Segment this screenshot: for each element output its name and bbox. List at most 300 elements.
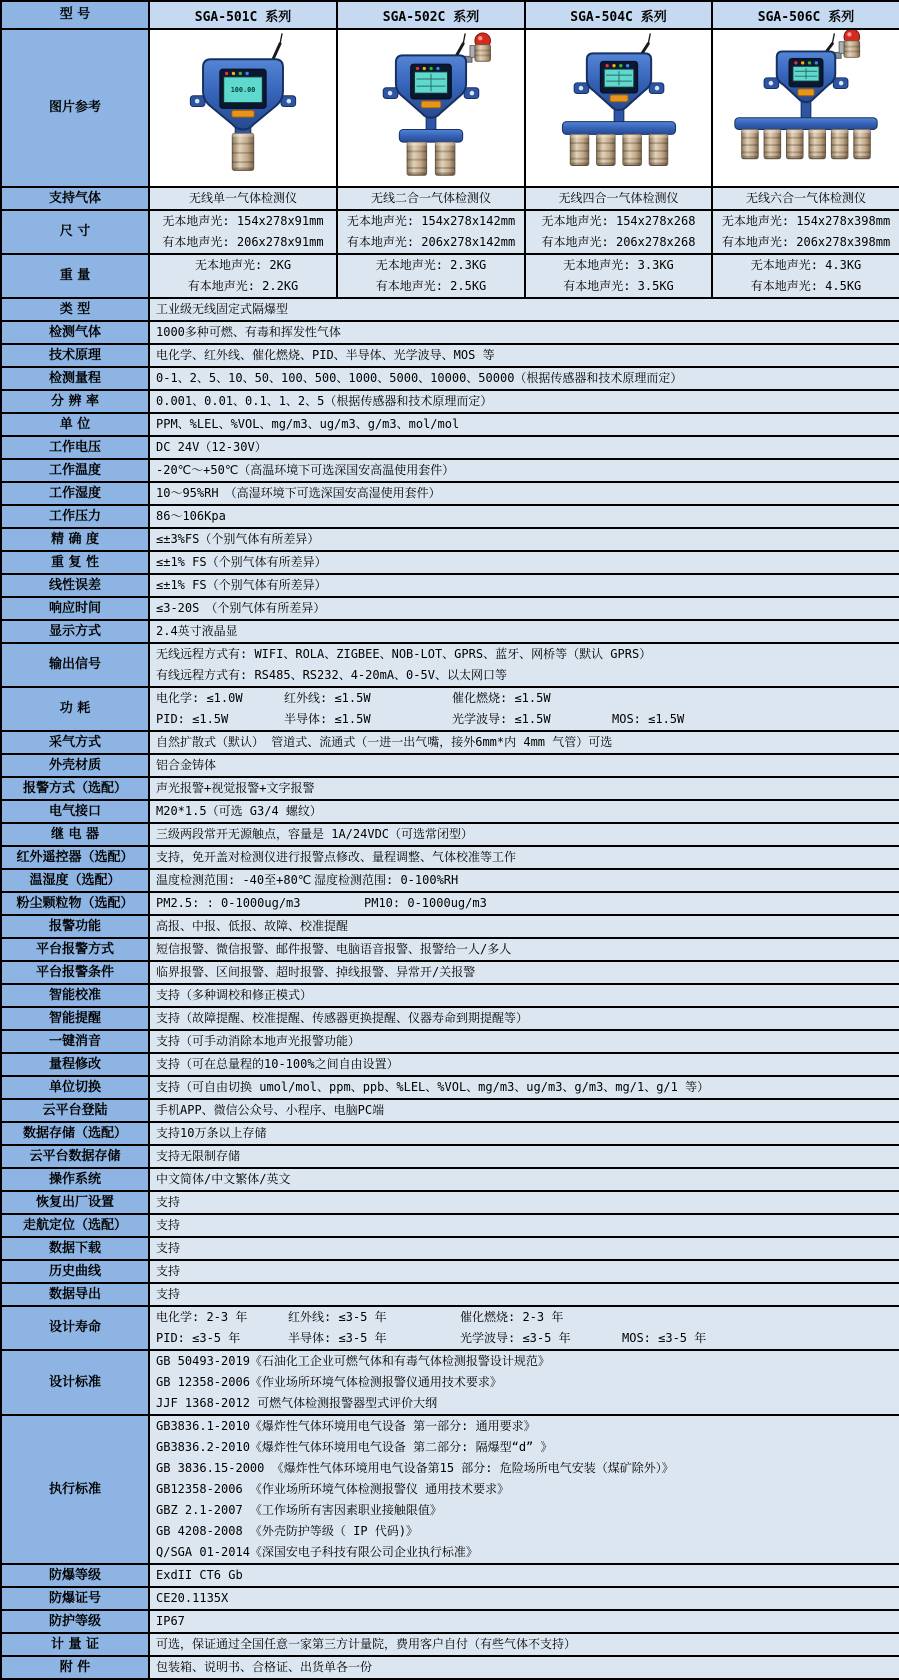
spec-value-cell [149, 961, 899, 984]
spec-value-line: 有本地声光: 206x278x268 [541, 235, 696, 249]
spec-value-cell [149, 1191, 899, 1214]
spec-value-cell [149, 643, 899, 687]
spec-value-line [150, 1657, 899, 1678]
spec-value-cell [149, 1030, 899, 1053]
spec-value: 包装箱、说明书、合格证、出货单各一份 [156, 1660, 373, 1674]
spec-value: 催化燃烧: 2-3 年 [460, 1310, 564, 1324]
spec-row-label: 单位切换 [1, 1076, 149, 1099]
spec-value-line [150, 529, 899, 550]
spec-value-cell [149, 846, 899, 869]
spec-row-label: 粉尘颗粒物（选配） [1, 892, 149, 915]
spec-value: IP67 [156, 1614, 185, 1628]
spec-value-cell [337, 210, 525, 254]
spec-value-line [150, 621, 899, 642]
spec-value-line [150, 1588, 899, 1609]
spec-value: 支持 [156, 1195, 181, 1209]
svg-text:100.00: 100.00 [230, 86, 256, 95]
spec-value: ≤3-20S （个别气体有所差异） [156, 601, 326, 615]
image-row-label: 图片参考 [1, 29, 149, 187]
spec-value-line: 无本地声光: 2KG [194, 258, 292, 272]
spec-value-line: 有本地声光: 3.5KG [563, 279, 674, 293]
spec-value: 10～95%RH （高湿环境下可选深国安高湿使用套件） [156, 486, 441, 500]
spec-value: 支持（故障提醒、校准提醒、传感器更换提醒、仪器寿命到期提醒等） [156, 1011, 529, 1025]
spec-value-cell [149, 1076, 899, 1099]
spec-value-cell [149, 187, 337, 210]
spec-value-line [150, 1008, 899, 1029]
table-row [1, 413, 899, 436]
spec-value-line [150, 1521, 899, 1542]
spec-value-line: 无本地声光: 154x278x268 [541, 214, 696, 228]
table-row [1, 800, 899, 823]
table-row [1, 1122, 899, 1145]
spec-value-cell [149, 597, 899, 620]
spec-row-label: 计 量 证 [1, 1633, 149, 1656]
spec-value: 半导体: ≤3-5 年 [288, 1331, 387, 1345]
spec-value-cell [149, 1099, 899, 1122]
spec-value-line [150, 1261, 899, 1282]
table-row [1, 505, 899, 528]
spec-value-cell [525, 254, 712, 298]
spec-value-cell [149, 687, 899, 731]
spec-value-line [150, 1123, 899, 1144]
table-row [1, 1656, 899, 1679]
spec-value-cell [149, 344, 899, 367]
spec-value-line [150, 1307, 899, 1328]
spec-value: 短信报警、微信报警、邮件报警、电脑语音报警、报警给一人/多人 [156, 942, 512, 956]
spec-value: 可选，保证通过全国任意一家第三方计量院，费用客户自付（有些气体不支持） [156, 1637, 577, 1651]
spec-row-label: 量程修改 [1, 1053, 149, 1076]
table-row [1, 961, 899, 984]
spec-value: ≤±1% FS（个别气体有所差异） [156, 578, 327, 592]
spec-value: 支持（可在总量程的10-100%之间自由设置） [156, 1057, 399, 1071]
table-row [1, 1191, 899, 1214]
spec-value: 红外线: ≤1.5W [284, 691, 371, 705]
table-row [1, 390, 899, 413]
table-row [1, 1564, 899, 1587]
spec-row-label: 功 耗 [1, 687, 149, 731]
spec-row-label: 温湿度（选配） [1, 869, 149, 892]
spec-row-label: 报警方式（选配） [1, 777, 149, 800]
table-row [1, 1214, 899, 1237]
spec-value: GB3836.2-2010《爆炸性气体环境用电气设备 第二部分: 隔爆型“d” 》 [156, 1440, 553, 1454]
spec-row-label: 操作系统 [1, 1168, 149, 1191]
table-row [1, 754, 899, 777]
spec-value-cell [149, 800, 899, 823]
spec-value-cell [149, 1564, 899, 1587]
table-row [1, 1260, 899, 1283]
table-row [1, 687, 899, 731]
spec-value: 支持 [156, 1264, 181, 1278]
table-row [1, 597, 899, 620]
table-row [1, 187, 899, 210]
spec-row-label: 检测气体 [1, 321, 149, 344]
spec-row-label: 云平台登陆 [1, 1099, 149, 1122]
spec-row-label: 防护等级 [1, 1610, 149, 1633]
spec-value-cell [149, 1122, 899, 1145]
spec-value: 半导体: ≤1.5W [284, 712, 371, 726]
spec-value-line: 有本地声光: 206x278x398mm [721, 235, 891, 249]
spec-value: 红外线: ≤3-5 年 [288, 1310, 387, 1324]
spec-row-label: 尺 寸 [1, 210, 149, 254]
spec-value-cell [149, 620, 899, 643]
spec-row-label: 设计寿命 [1, 1306, 149, 1350]
spec-value: GB 50493-2019《石油化工企业可燃气体和有毒气体检测报警设计规范》 [156, 1354, 550, 1368]
spec-value: -20℃～+50℃（高温环境下可选深国安高温使用套件） [156, 463, 455, 477]
spec-row-label: 精 确 度 [1, 528, 149, 551]
table-row [1, 551, 899, 574]
spec-row-label: 分 辨 率 [1, 390, 149, 413]
spec-value-line [150, 1077, 899, 1098]
table-row [1, 1145, 899, 1168]
spec-value-cell [149, 869, 899, 892]
table-row [1, 1237, 899, 1260]
spec-value-cell [149, 459, 899, 482]
spec-value: 电化学: 2-3 年 [156, 1310, 248, 1324]
spec-value: 支持 [156, 1241, 181, 1255]
spec-value-line: 无线四合一气体检测仪 [558, 191, 679, 205]
spec-value-line [150, 483, 899, 504]
spec-value-cell [149, 984, 899, 1007]
model-header-1: SGA-501C 系列 [149, 1, 337, 29]
spec-value-line [150, 506, 899, 527]
spec-value-line: 有本地声光: 4.5KG [750, 279, 862, 293]
spec-row-label: 工作温度 [1, 459, 149, 482]
spec-value-line: 无本地声光: 154x278x398mm [721, 214, 891, 228]
table-row [1, 1007, 899, 1030]
spec-value-cell [149, 574, 899, 597]
spec-row-label: 输出信号 [1, 643, 149, 687]
spec-value-cell [149, 823, 899, 846]
table-row [1, 892, 899, 915]
spec-row-label: 设计标准 [1, 1350, 149, 1415]
spec-value: 铝合金铸体 [156, 758, 217, 772]
spec-value-cell [149, 1168, 899, 1191]
spec-row-label: 数据下载 [1, 1237, 149, 1260]
spec-row-label: 单 位 [1, 413, 149, 436]
spec-value: 无线远程方式有: WIFI、ROLA、ZIGBEE、NOB-LOT、GPRS、蓝牙、网桥等（默认 GPRS） [156, 647, 652, 661]
spec-value-cell [149, 777, 899, 800]
spec-row-label: 执行标准 [1, 1415, 149, 1564]
model-row-label: 型 号 [1, 1, 149, 29]
spec-value-cell [149, 413, 899, 436]
spec-value: 0.001、0.01、0.1、1、2、5（根据传感器和技术原理而定） [156, 394, 493, 408]
spec-value-cell [149, 1415, 899, 1564]
spec-row-label: 类 型 [1, 298, 149, 321]
table-row [1, 1610, 899, 1633]
table-row [1, 620, 899, 643]
spec-value-cell [712, 187, 899, 210]
spec-row-label: 一键消音 [1, 1030, 149, 1053]
spec-value: 光学波导: ≤3-5 年 [460, 1331, 571, 1345]
spec-value: 0-1、2、5、10、50、100、500、1000、5000、10000、50000（根据传感器和技术原理而定） [156, 371, 683, 385]
table-row [1, 436, 899, 459]
spec-value: GB12358-2006 《作业场所环境气体检测报警仪 通用技术要求》 [156, 1482, 510, 1496]
spec-value-line [150, 1031, 899, 1052]
spec-value: 电化学: ≤1.0W [156, 691, 243, 705]
spec-value-line [150, 437, 899, 458]
spec-row-label: 走航定位（选配） [1, 1214, 149, 1237]
spec-row-label: 重 复 性 [1, 551, 149, 574]
spec-value-line [150, 847, 899, 868]
spec-row-label: 智能校准 [1, 984, 149, 1007]
spec-value: 86～106Kpa [156, 509, 226, 523]
spec-value-cell [149, 210, 337, 254]
spec-value-line: 无本地声光: 4.3KG [750, 258, 862, 272]
spec-value-line [150, 916, 899, 937]
spec-value-line [150, 552, 899, 573]
spec-value-cell [149, 1633, 899, 1656]
spec-value-cell [149, 1283, 899, 1306]
table-row [1, 1076, 899, 1099]
spec-row-label: 平台报警方式 [1, 938, 149, 961]
spec-value-cell [525, 187, 712, 210]
spec-value-line: 无本地声光: 154x278x91mm [162, 214, 324, 228]
spec-value-line [150, 1500, 899, 1521]
table-row [1, 29, 899, 187]
spec-value-line [150, 709, 899, 730]
spec-row-label: 继 电 器 [1, 823, 149, 846]
spec-value: 中文简体/中文繁体/英文 [156, 1172, 291, 1186]
spec-value: 工业级无线固定式隔爆型 [156, 302, 289, 316]
spec-row-label: 检测量程 [1, 367, 149, 390]
spec-value-line [150, 1634, 899, 1655]
spec-row-label: 红外遥控器（选配） [1, 846, 149, 869]
spec-value: 光学波导: ≤1.5W [452, 712, 551, 726]
table-row [1, 1415, 899, 1564]
table-row [1, 1030, 899, 1053]
spec-value-cell [149, 1350, 899, 1415]
spec-value-line [150, 824, 899, 845]
spec-value: 电化学、红外线、催化燃烧、PID、半导体、光学波导、MOS 等 [156, 348, 495, 362]
spec-value-cell [525, 210, 712, 254]
spec-value-line [150, 1565, 899, 1586]
spec-value: JJF 1368-2012 可燃气体检测报警器型式评价大纲 [156, 1396, 438, 1410]
spec-row-label: 数据存储（选配） [1, 1122, 149, 1145]
spec-row-label: 工作湿度 [1, 482, 149, 505]
spec-value: 临界报警、区间报警、超时报警、掉线报警、异常开/关报警 [156, 965, 476, 979]
spec-value: Q/SGA 01-2014《深国安电子科技有限公司企业执行标准》 [156, 1545, 478, 1559]
spec-value: 高报、中报、低报、故障、校准提醒 [156, 919, 349, 933]
spec-value-cell [149, 1007, 899, 1030]
spec-value-line [150, 732, 899, 753]
spec-row-label: 采气方式 [1, 731, 149, 754]
table-row [1, 1350, 899, 1415]
spec-value-cell [149, 298, 899, 321]
table-row [1, 254, 899, 298]
spec-value-line [150, 870, 899, 891]
spec-value-cell [149, 915, 899, 938]
spec-value-cell [149, 1587, 899, 1610]
spec-value-cell [149, 938, 899, 961]
spec-value-cell [149, 528, 899, 551]
wireless-2in1-gas-detector-image [337, 29, 525, 187]
spec-value: 湿度检测范围: 0-100%RH [314, 873, 459, 887]
spec-value: PID: ≤1.5W [156, 712, 229, 726]
spec-value-line [150, 1393, 899, 1414]
spec-value-cell [149, 892, 899, 915]
spec-value-line: 有本地声光: 206x278x91mm [162, 235, 324, 249]
spec-value-cell [712, 254, 899, 298]
spec-value-cell [149, 321, 899, 344]
spec-row-label: 响应时间 [1, 597, 149, 620]
spec-value-line [150, 460, 899, 481]
spec-value-cell [149, 1610, 899, 1633]
spec-value-line [150, 1328, 899, 1349]
spec-value-line [150, 985, 899, 1006]
model-header-2: SGA-502C 系列 [337, 1, 525, 29]
wireless-single-gas-detector-image [149, 29, 337, 187]
spec-value: PM10: 0-1000ug/m3 [364, 896, 487, 910]
spec-value-cell [149, 731, 899, 754]
spec-value: PID: ≤3-5 年 [156, 1331, 241, 1345]
spec-value: MOS: ≤1.5W [612, 712, 685, 726]
spec-row-label: 防爆证号 [1, 1587, 149, 1610]
spec-value-cell [337, 254, 525, 298]
spec-value-line [150, 1238, 899, 1259]
spec-row-label: 防爆等级 [1, 1564, 149, 1587]
spec-value-line [150, 688, 899, 709]
spec-value-line: 有本地声光: 2.2KG [187, 279, 299, 293]
spec-value-line: 无本地声光: 2.3KG [375, 258, 487, 272]
spec-value-line [150, 1215, 899, 1236]
spec-value-cell [149, 367, 899, 390]
spec-value-line [150, 755, 899, 776]
spec-value-cell [149, 1306, 899, 1350]
spec-value-line [150, 391, 899, 412]
spec-value: M20*1.5（可选 G3/4 螺纹） [156, 804, 322, 818]
spec-row-label: 工作压力 [1, 505, 149, 528]
spec-value: GB 12358-2006《作业场所环境气体检测报警仪通用技术要求》 [156, 1375, 502, 1389]
wireless-6in1-gas-detector-image [712, 29, 899, 187]
table-row [1, 1, 899, 29]
spec-value-cell [149, 1214, 899, 1237]
spec-row-label: 线性误差 [1, 574, 149, 597]
spec-value: 支持（可手动消除本地声光报警功能） [156, 1034, 361, 1048]
spec-value-cell [149, 505, 899, 528]
spec-value-line [150, 1192, 899, 1213]
spec-value-line [150, 1284, 899, 1305]
wireless-4in1-gas-detector-image [525, 29, 712, 187]
spec-value-line: 无本地声光: 3.3KG [563, 258, 674, 272]
spec-value-cell [149, 1145, 899, 1168]
spec-value-line [150, 778, 899, 799]
spec-value-line [150, 1458, 899, 1479]
spec-value: MOS: ≤3-5 年 [622, 1331, 707, 1345]
spec-value-line [150, 801, 899, 822]
spec-row-label: 外壳材质 [1, 754, 149, 777]
spec-value: GB3836.1-2010《爆炸性气体环境用电气设备 第一部分: 通用要求》 [156, 1419, 536, 1433]
table-row [1, 643, 899, 687]
spec-row-label: 支持气体 [1, 187, 149, 210]
table-row [1, 1587, 899, 1610]
spec-value: PPM、%LEL、%VOL、mg/m3、ug/m3、g/m3、mol/mol [156, 417, 460, 431]
spec-value-line: 有本地声光: 2.5KG [375, 279, 487, 293]
spec-value-cell [149, 254, 337, 298]
spec-value: 支持（多种调校和修正模式） [156, 988, 313, 1002]
spec-row-label: 报警功能 [1, 915, 149, 938]
table-row [1, 984, 899, 1007]
spec-value-line [150, 345, 899, 366]
spec-value-line [150, 299, 899, 320]
spec-row-label: 附 件 [1, 1656, 149, 1679]
spec-value: 1000多种可燃、有毒和挥发性气体 [156, 325, 341, 339]
table-row [1, 210, 899, 254]
spec-value-line [150, 1169, 899, 1190]
table-row [1, 846, 899, 869]
spec-value-cell [149, 1656, 899, 1679]
spec-value-cell [149, 436, 899, 459]
spec-value-line [150, 414, 899, 435]
spec-value: 自然扩散式（默认） 管道式、流通式（一进一出气嘴，接外6mm*内 4mm 气管）可选 [156, 735, 613, 749]
table-row [1, 938, 899, 961]
spec-value-line [150, 1100, 899, 1121]
spec-value: CE20.1135X [156, 1591, 229, 1605]
spec-value: ≤±1% FS（个别气体有所差异） [156, 555, 327, 569]
spec-value-cell [149, 754, 899, 777]
table-row [1, 528, 899, 551]
table-row [1, 1099, 899, 1122]
spec-value-line [150, 1372, 899, 1393]
model-header-4: SGA-506C 系列 [712, 1, 899, 29]
spec-value: 支持10万条以上存储 [156, 1126, 267, 1140]
spec-value-line [150, 1542, 899, 1563]
spec-value-line [150, 1611, 899, 1632]
spec-value-cell [149, 1237, 899, 1260]
table-row [1, 367, 899, 390]
spec-value-line [150, 644, 899, 665]
table-row [1, 321, 899, 344]
spec-value-cell [149, 390, 899, 413]
spec-row-label: 工作电压 [1, 436, 149, 459]
spec-row-label: 电气接口 [1, 800, 149, 823]
spec-row-label: 数据导出 [1, 1283, 149, 1306]
spec-value-cell [337, 187, 525, 210]
spec-row-label: 云平台数据存储 [1, 1145, 149, 1168]
spec-value-cell [149, 551, 899, 574]
spec-value-line [150, 1054, 899, 1075]
spec-value-line [150, 322, 899, 343]
table-row [1, 777, 899, 800]
spec-value-line [150, 1479, 899, 1500]
spec-row-label: 历史曲线 [1, 1260, 149, 1283]
spec-value: DC 24V（12-30V） [156, 440, 267, 454]
spec-value: GBZ 2.1-2007 《工作场所有害因素职业接触限值》 [156, 1503, 442, 1517]
table-row [1, 1633, 899, 1656]
spec-row-label: 重 量 [1, 254, 149, 298]
spec-value-cell [149, 482, 899, 505]
spec-row-label: 技术原理 [1, 344, 149, 367]
spec-value-line [150, 1416, 899, 1437]
spec-value-line [150, 665, 899, 686]
spec-row-label: 智能提醒 [1, 1007, 149, 1030]
spec-value-line: 无线六合一气体检测仪 [745, 191, 866, 205]
spec-value: ExdII CT6 Gb [156, 1568, 243, 1582]
spec-value: 有线远程方式有: RS485、RS232、4-20mA、0-5V、以太网口等 [156, 668, 507, 682]
table-row [1, 731, 899, 754]
table-row [1, 1306, 899, 1350]
spec-row-label: 显示方式 [1, 620, 149, 643]
spec-value-line: 无线二合一气体检测仪 [370, 191, 491, 205]
spec-value: 温度检测范围: -40至+80℃ [156, 873, 312, 887]
spec-value: 2.4英寸液晶显 [156, 624, 238, 638]
spec-value-line [150, 1437, 899, 1458]
table-row [1, 1283, 899, 1306]
table-row [1, 344, 899, 367]
table-row [1, 574, 899, 597]
table-row [1, 298, 899, 321]
spec-value-line [150, 368, 899, 389]
spec-value: 支持，免开盖对检测仪进行报警点修改、量程调整、气体校准等工作 [156, 850, 517, 864]
